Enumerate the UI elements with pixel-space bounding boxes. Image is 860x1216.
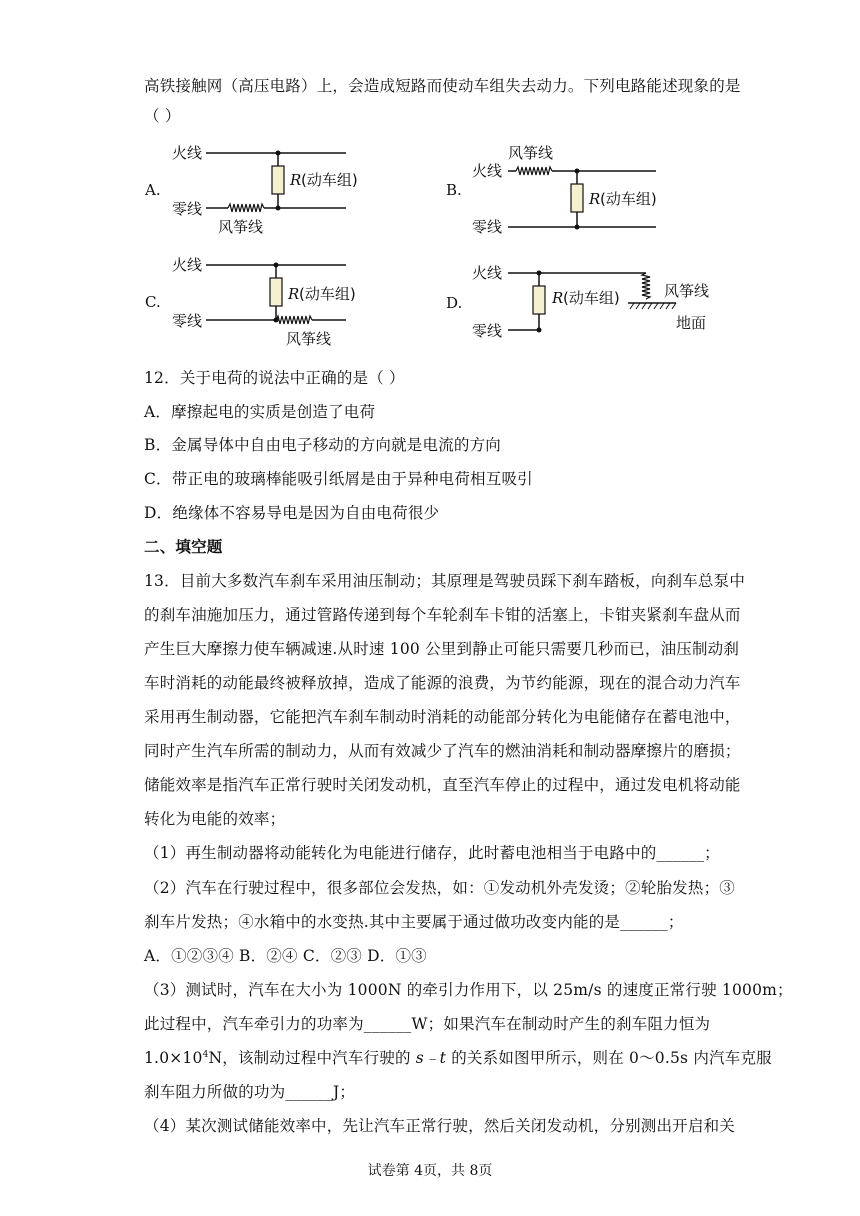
kite-string-label: 风筝线 <box>664 282 710 300</box>
resistor-icon <box>571 184 583 212</box>
q13-sub1: （1）再生制动器将动能转化为电能进行储存，此时蓄电池相当于电路中的______； <box>144 844 720 862</box>
option-d-letter: D. <box>446 294 463 312</box>
q13-sub2-line1: （2）汽车在行驶过程中，很多部位会发热，如：①发动机外壳发烫；②轮胎发热；③ <box>144 879 735 897</box>
st-symbol: s﹣t <box>415 1049 447 1067</box>
q12-option-b: B．金属导体中自由电子移动的方向就是电流的方向 <box>144 436 501 454</box>
live-wire-label: 火线 <box>472 162 503 180</box>
resistor-label: (动车组) <box>600 190 657 208</box>
q13-para-line: 同时产生汽车所需的制动力，从而有效减少了汽车的燃油消耗和制动器摩擦片的磨损； <box>144 742 741 760</box>
q13-sub3-line1: （3）测试时，汽车在大小为 1000N 的牵引力作用下，以 25m/s 的速度正常行驶 1000m； <box>144 981 793 999</box>
q12-option-a: A．摩擦起电的实质是创造了电荷 <box>144 403 376 421</box>
q13-para-line: 储能效率是指汽车正常行驶时关闭发动机，直至汽车停止的过程中，通过发电机将动能 <box>144 776 741 794</box>
resistor-symbol: R <box>552 289 564 307</box>
q13-para-line: 产生巨大摩擦力使车辆减速.从时速 100 公里到静止可能只需要几秒而已，油压制动刹 <box>144 640 740 658</box>
live-wire-label: 火线 <box>472 264 503 282</box>
resistor-symbol: R <box>589 190 601 208</box>
live-wire-label: 火线 <box>172 144 203 162</box>
circuit-diagram-b <box>470 138 680 240</box>
option-c-letter: C. <box>145 293 161 311</box>
q12-stem: 12．关于电荷的说法中正确的是（ ） <box>144 369 405 387</box>
q13-sub3-line4: 刹车阻力所做的功为______J； <box>144 1083 356 1101</box>
resistor-label: (动车组) <box>563 289 620 307</box>
exponent: 4 <box>202 1049 209 1060</box>
neutral-wire-label: 零线 <box>172 200 203 218</box>
kite-string-label: 风筝线 <box>286 330 332 348</box>
neutral-wire-label: 零线 <box>172 312 203 330</box>
ground-label: 地面 <box>676 314 707 332</box>
q13-para-line: 13．目前大多数汽车刹车采用油压制动；其原理是驾驶员踩下刹车踏板，向刹车总泵中 <box>144 572 746 590</box>
q13-sub3-line2: 此过程中，汽车牵引力的功率为______W；如果汽车在制动时产生的刹车阻力恒为 <box>144 1015 711 1033</box>
q13-sub3-line3 <box>144 1046 772 1068</box>
resistor-icon <box>270 278 282 306</box>
circuit-diagram-c <box>160 250 370 350</box>
resistor-icon <box>533 286 545 314</box>
neutral-wire-label: 零线 <box>472 322 503 340</box>
q13-sub4: （4）某次测试储能效率中，先让汽车正常行驶，然后关闭发动机，分别测出开启和关 <box>144 1117 735 1135</box>
section-heading: 二、填空题 <box>144 537 223 556</box>
kite-string-coil-icon <box>276 316 312 324</box>
circuit-diagram-d <box>470 254 730 344</box>
resistor-symbol: R <box>288 285 300 303</box>
q12-option-d: D．绝缘体不容易导电是因为自由电荷很少 <box>144 504 440 522</box>
q11-line2: （ ） <box>144 107 181 125</box>
text-segment: N，该制动过程中汽车行驶的 <box>208 1049 416 1067</box>
resistor-label: (动车组) <box>301 171 358 189</box>
q12-option-c: C．带正电的玻璃棒能吸引纸屑是由于异种电荷相互吸引 <box>144 470 533 488</box>
force-value: 1.0×10 <box>144 1049 203 1067</box>
page-footer: 试卷第 4页，共 8页 <box>367 1163 493 1179</box>
kite-string-coil-icon <box>516 167 552 175</box>
kite-string-coil-icon <box>228 204 264 212</box>
resistor-icon <box>272 166 284 194</box>
kite-string-coil-icon <box>642 273 650 299</box>
q13-para-line: 采用再生制动器，它能把汽车刹车制动时消耗的动能部分转化为电能储存在蓄电池中， <box>144 708 741 726</box>
ground-hatch-icon <box>630 303 676 309</box>
option-b-letter: B. <box>446 181 462 199</box>
q13-para-line: 车时消耗的动能最终被释放掉，造成了能源的浪费，为节约能源，现在的混合动力汽车 <box>144 674 741 692</box>
circuit-diagram-a <box>160 138 370 240</box>
option-a-letter: A. <box>145 181 161 199</box>
text-segment: 的关系如图甲所示，则在 0～0.5s 内汽车克服 <box>446 1049 772 1067</box>
kite-string-label: 风筝线 <box>508 144 554 162</box>
resistor-symbol: R <box>290 171 302 189</box>
q13-para-line: 的刹车油施加压力，通过管路传递到每个车轮刹车卡钳的活塞上，卡钳夹紧刹车盘从而 <box>144 606 741 624</box>
live-wire-label: 火线 <box>172 256 203 274</box>
resistor-label: (动车组) <box>299 285 356 303</box>
q13-para-line: 转化为电能的效率； <box>144 810 286 828</box>
q13-sub2-line2: 刹车片发热；④水箱中的水变热.其中主要属于通过做功改变内能的是______； <box>144 913 684 931</box>
q13-sub2-options: A．①②③④ B．②④ C．②③ D．①③ <box>144 947 427 965</box>
kite-string-label: 风筝线 <box>218 218 264 236</box>
q11-line1: 高铁接触网（高压电路）上，会造成短路而使动车组失去动力。下列电路能述现象的是 <box>144 77 741 95</box>
neutral-wire-label: 零线 <box>472 218 503 236</box>
